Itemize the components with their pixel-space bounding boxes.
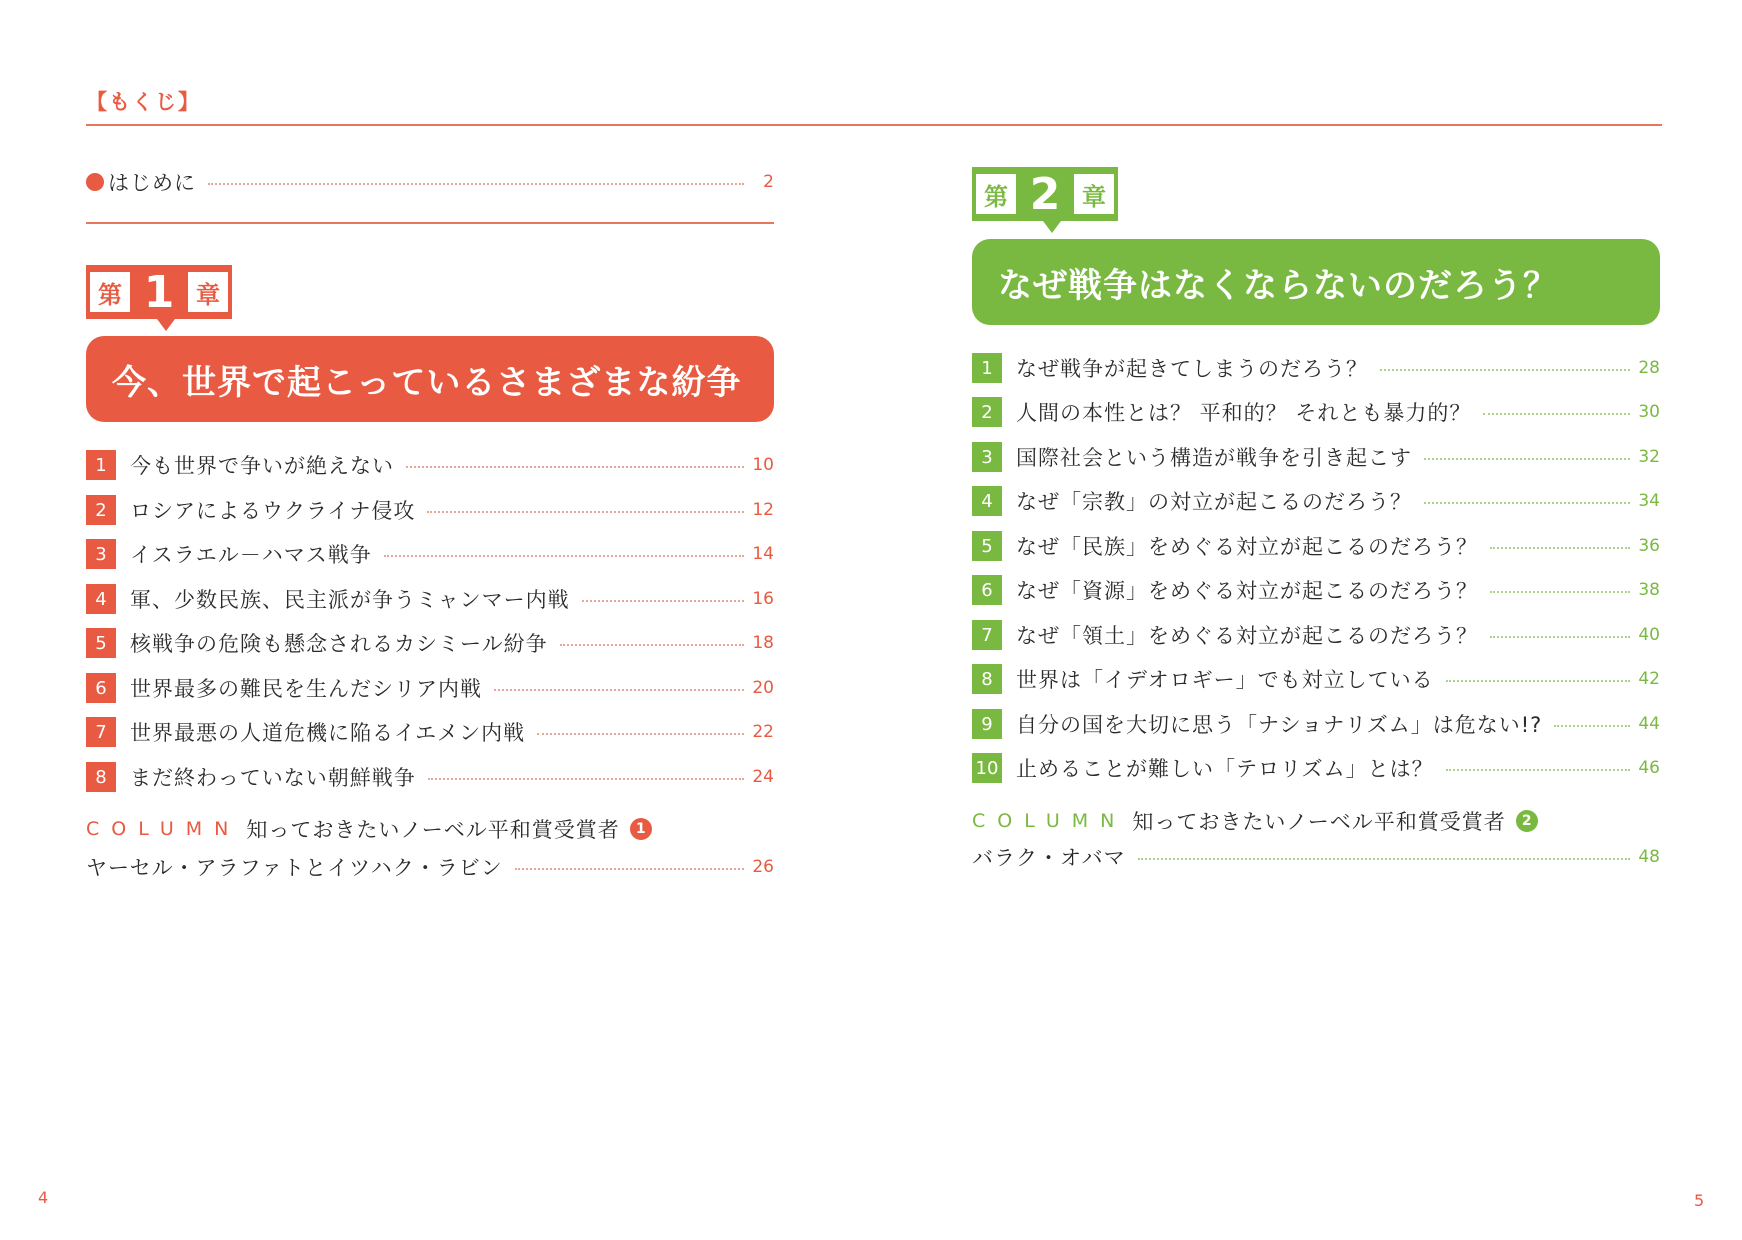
page-number-right: 5 <box>1694 1191 1705 1210</box>
chapter2-title-banner <box>972 239 1660 325</box>
dot-leader <box>427 511 744 513</box>
dot-leader <box>1380 369 1630 371</box>
badge-number: 1 <box>143 266 175 318</box>
toc-entry[interactable] <box>972 753 1660 783</box>
chapter2-title: なぜ戦争はなくならないのだろう？ <box>998 265 1558 306</box>
toc-entry-intro[interactable] <box>86 167 774 197</box>
entry-title: 今も世界で争いが絶えない <box>130 454 394 478</box>
entry-title: ロシアによるウクライナ侵攻 <box>130 499 416 523</box>
dot-leader <box>1490 547 1630 549</box>
dot-leader <box>384 555 744 557</box>
entry-number: 10 <box>972 753 1002 783</box>
header-divider <box>86 124 1662 126</box>
toc-entry[interactable] <box>972 397 1660 427</box>
entry-page: 24 <box>752 767 774 787</box>
toc-entry-column[interactable] <box>972 842 1660 872</box>
toc-entry[interactable] <box>86 717 774 747</box>
badge-number: 2 <box>1029 168 1061 220</box>
dot-leader <box>428 778 744 780</box>
dot-leader <box>582 600 744 602</box>
entry-number: 5 <box>972 531 1002 561</box>
intro-divider <box>86 222 774 224</box>
entry-title: 世界最多の難民を生んだシリア内戦 <box>130 677 482 701</box>
entry-number: 1 <box>972 353 1002 383</box>
column-keyword: COLUMN <box>86 818 241 840</box>
chapter1-title-banner <box>86 336 774 422</box>
chapter1-title: 今、世界で起こっているさまざまな紛争 <box>112 362 742 403</box>
dot-leader <box>406 466 744 468</box>
dot-leader <box>1446 680 1630 682</box>
entry-page: 16 <box>752 589 774 609</box>
entry-title: 核戦争の危険も懸念されるカシミール紛争 <box>130 632 548 656</box>
chapter2-badge <box>972 167 1118 221</box>
entry-number: 6 <box>972 575 1002 605</box>
column-number: 1 <box>630 818 652 840</box>
entry-number: 4 <box>86 584 116 614</box>
entry-title: なぜ戦争が起きてしまうのだろう？ <box>1016 357 1368 381</box>
dot-leader <box>1424 502 1630 504</box>
entry-page: 18 <box>752 633 774 653</box>
column-heading <box>86 814 652 844</box>
badge-prefix: 第 <box>90 272 130 312</box>
dot-leader <box>1554 725 1630 727</box>
column-heading <box>972 806 1538 836</box>
entry-title: なぜ「領土」をめぐる対立が起こるのだろう？ <box>1016 624 1478 648</box>
dot-leader <box>1490 591 1630 593</box>
toc-entry[interactable] <box>972 353 1660 383</box>
toc-header: 【もくじ】 <box>86 90 201 114</box>
toc-entry[interactable] <box>972 664 1660 694</box>
dot-leader <box>537 733 744 735</box>
entry-page: 38 <box>1638 580 1660 600</box>
column-title: 知っておきたいノーベル平和賞受賞者 <box>1132 810 1506 834</box>
entry-number: 1 <box>86 450 116 480</box>
entry-title: 軍、少数民族、民主派が争うミャンマー内戦 <box>130 588 570 612</box>
entry-page: 42 <box>1638 669 1660 689</box>
entry-title: なぜ「宗教」の対立が起こるのだろう？ <box>1016 490 1412 514</box>
entry-number: 4 <box>972 486 1002 516</box>
entry-title: 世界最悪の人道危機に陥るイエメン内戦 <box>130 721 526 745</box>
toc-entry-column[interactable] <box>86 852 774 882</box>
dot-leader <box>1446 769 1630 771</box>
entry-page: 22 <box>752 722 774 742</box>
toc-entry[interactable] <box>972 575 1660 605</box>
entry-number: 2 <box>86 495 116 525</box>
entry-title: なぜ「資源」をめぐる対立が起こるのだろう？ <box>1016 579 1478 603</box>
entry-title: 人間の本性とは？ 平和的？ それとも暴力的？ <box>1016 401 1472 425</box>
page-number-left: 4 <box>38 1188 49 1207</box>
dot-leader <box>1490 636 1630 638</box>
entry-number: 5 <box>86 628 116 658</box>
entry-page: 30 <box>1638 402 1660 422</box>
entry-title: イスラエル－ハマス戦争 <box>130 543 372 567</box>
toc-entry[interactable] <box>86 673 774 703</box>
entry-number: 7 <box>86 717 116 747</box>
entry-title: バラク・オバマ <box>972 846 1126 870</box>
entry-number: 3 <box>86 539 116 569</box>
entry-page: 32 <box>1638 447 1660 467</box>
entry-page: 20 <box>752 678 774 698</box>
entry-title: 国際社会という構造が戦争を引き起こす <box>1016 446 1412 470</box>
entry-page: 46 <box>1638 758 1660 778</box>
entry-page: 14 <box>752 544 774 564</box>
toc-entry[interactable] <box>972 531 1660 561</box>
entry-page: 34 <box>1638 491 1660 511</box>
toc-entry[interactable] <box>972 442 1660 472</box>
toc-entry[interactable] <box>972 709 1660 739</box>
entry-title: 世界は「イデオロギー」でも対立している <box>1016 668 1434 692</box>
entry-page: 48 <box>1638 847 1660 867</box>
dot-leader <box>1424 458 1630 460</box>
entry-page: 36 <box>1638 536 1660 556</box>
column-keyword: COLUMN <box>972 810 1127 832</box>
column-number: 2 <box>1516 810 1538 832</box>
entry-title: なぜ「民族」をめぐる対立が起こるのだろう？ <box>1016 535 1478 559</box>
entry-number: 9 <box>972 709 1002 739</box>
entry-title: はじめに <box>108 171 196 195</box>
badge-suffix: 章 <box>188 272 228 312</box>
dot-leader <box>1138 858 1630 860</box>
toc-entry[interactable] <box>86 539 774 569</box>
entry-number: 8 <box>86 762 116 792</box>
dot-leader <box>560 644 744 646</box>
badge-prefix: 第 <box>976 174 1016 214</box>
badge-pointer <box>157 319 175 331</box>
entry-page: 44 <box>1638 714 1660 734</box>
entry-number: 3 <box>972 442 1002 472</box>
entry-title: ヤーセル・アラファトとイツハク・ラビン <box>86 856 503 880</box>
entry-number: 2 <box>972 397 1002 427</box>
toc-entry[interactable] <box>86 762 774 792</box>
entry-page: 40 <box>1638 625 1660 645</box>
entry-page: 12 <box>752 500 774 520</box>
entry-number: 6 <box>86 673 116 703</box>
dot-leader <box>515 868 744 870</box>
chapter1-badge <box>86 265 232 319</box>
entry-page: 26 <box>752 857 774 877</box>
entry-page: 28 <box>1638 358 1660 378</box>
toc-entry[interactable] <box>86 584 774 614</box>
entry-number: 8 <box>972 664 1002 694</box>
badge-suffix: 章 <box>1074 174 1114 214</box>
toc-entry[interactable] <box>86 450 774 480</box>
dot-leader <box>494 689 744 691</box>
dot-leader <box>208 183 744 185</box>
toc-entry[interactable] <box>972 620 1660 650</box>
badge-pointer <box>1043 221 1061 233</box>
entry-title: 自分の国を大切に思う「ナショナリズム」は危ない!? <box>1016 713 1543 737</box>
bullet-icon <box>86 173 104 191</box>
entry-page: 2 <box>763 172 774 192</box>
entry-title: 止めることが難しい「テロリズム」とは？ <box>1016 757 1434 781</box>
entry-page: 10 <box>752 455 774 475</box>
toc-entry[interactable] <box>86 495 774 525</box>
column-title: 知っておきたいノーベル平和賞受賞者 <box>246 818 620 842</box>
toc-entry[interactable] <box>972 486 1660 516</box>
toc-entry[interactable] <box>86 628 774 658</box>
dot-leader <box>1483 413 1630 415</box>
entry-title: まだ終わっていない朝鮮戦争 <box>130 766 416 790</box>
entry-number: 7 <box>972 620 1002 650</box>
